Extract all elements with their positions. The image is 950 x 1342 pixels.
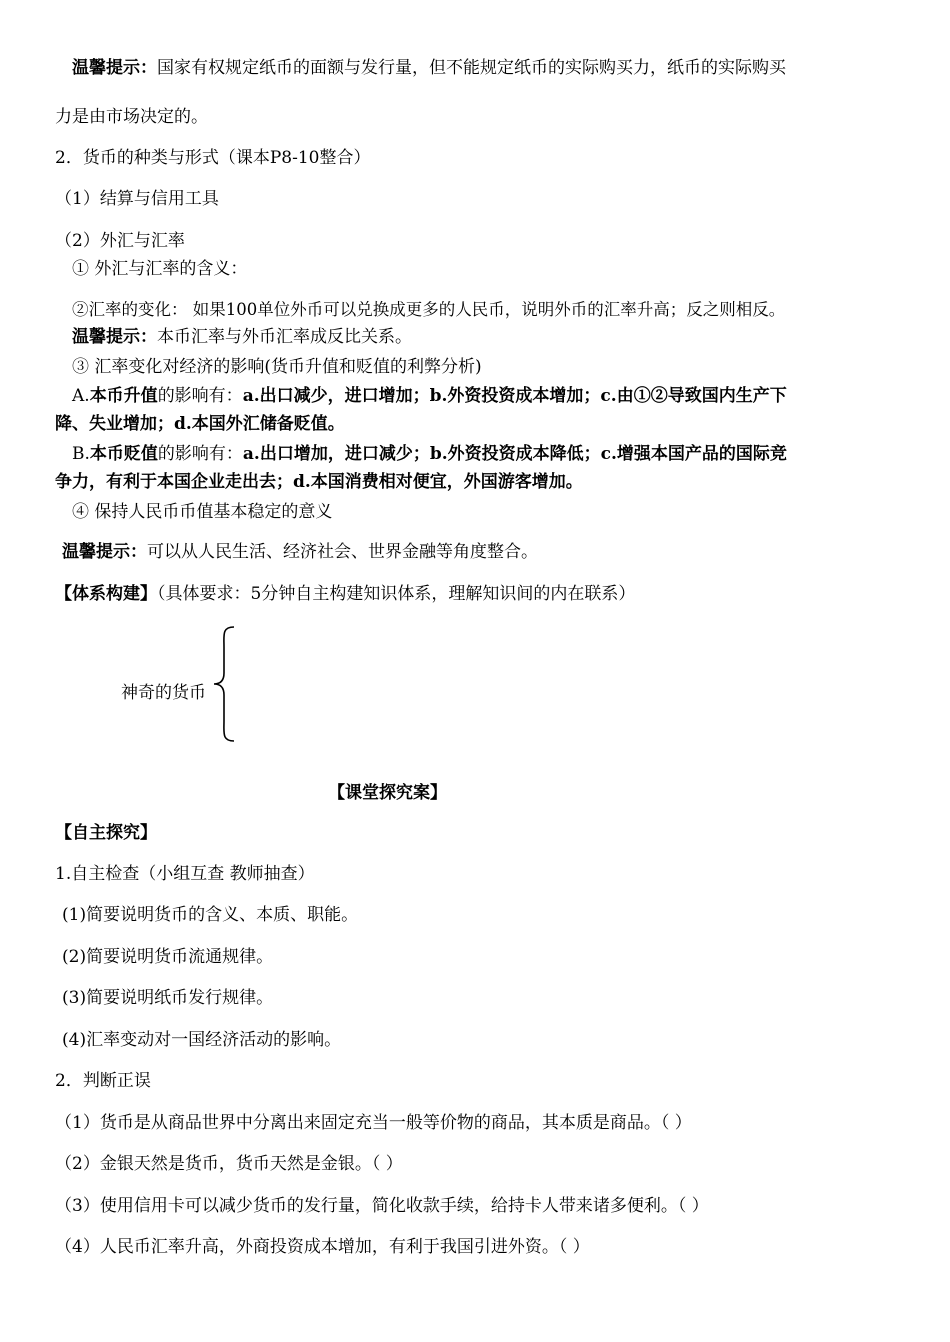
tip-text: 可以从人民生活、经济社会、世界金融等角度整合。 (147, 542, 538, 562)
section-2-title: 2．货币的种类与形式（课本P8-10整合） (55, 148, 371, 168)
point-a (72, 385, 787, 407)
tip-paragraph-2 (72, 326, 412, 348)
tip-paragraph-1-continued: 力是由市场决定的。 (55, 107, 208, 127)
list-item: （1）货币是从商品世界中分离出来固定充当一般等价物的商品，其本质是商品。（ ） (55, 1113, 692, 1133)
left-brace-icon (212, 625, 238, 743)
list-item: (4)汇率变动对一国经济活动的影响。 (62, 1030, 342, 1050)
item-3: ③ 汇率变化对经济的影响(货币升值和贬值的利弊分析) (72, 357, 482, 377)
point-a-mid: 的影响有： (157, 386, 243, 406)
tip-text: 国家有权规定纸币的面额与发行量，但不能规定纸币的实际购买力，纸币的实际购买 (157, 58, 786, 78)
explore-title: 【自主探究】 (55, 823, 157, 843)
point-b-head: 本币贬值 (89, 444, 158, 464)
classroom-title: 【课堂探究案】 (328, 783, 447, 803)
list-item: （4）人民币汇率升高，外商投资成本增加，有利于我国引进外资。（ ） (55, 1237, 590, 1257)
point-a-prefix: A. (72, 386, 90, 406)
system-construction (55, 583, 635, 605)
point-a-continued: 降、失业增加；d.本国外汇储备贬值。 (55, 414, 345, 434)
system-label: 【体系构建】 (55, 584, 157, 604)
tip-paragraph-3 (62, 541, 538, 563)
list-item: (1)简要说明货币的含义、本质、职能。 (62, 905, 359, 925)
list-item: （3）使用信用卡可以减少货币的发行量，简化收款手续，给持卡人带来诸多便利。（ ） (55, 1196, 709, 1216)
item-1: ① 外汇与汇率的含义： (72, 259, 248, 279)
subsection-2: （2）外汇与汇率 (55, 231, 185, 251)
point-b-mid: 的影响有： (157, 444, 243, 464)
item-4: ④ 保持人民币币值基本稳定的意义 (72, 502, 333, 522)
mind-map-root: 神奇的货币 (121, 683, 206, 703)
point-b-body: a.出口增加，进口减少；b.外资投资成本降低；c.增强本国产品的国际竞 (242, 444, 787, 464)
tip-paragraph-1 (72, 57, 786, 79)
list-item: (3)简要说明纸币发行规律。 (62, 988, 274, 1008)
point-b-continued: 争力，有利于本国企业走出去；d.本国消费相对便宜，外国游客增加。 (55, 472, 583, 492)
system-text: （具体要求：5分钟自主构建知识体系，理解知识间的内在联系） (157, 584, 636, 604)
tip-text: 本币汇率与外币汇率成反比关系。 (157, 327, 412, 347)
tip-label: 温馨提示： (72, 58, 157, 78)
point-b-prefix: B. (72, 444, 90, 464)
point-a-head: 本币升值 (89, 386, 158, 406)
self-check-title: 1.自主检查（小组互查 教师抽查） (55, 864, 315, 884)
item-2: ②汇率的变化： 如果100单位外币可以兑换成更多的人民币，说明外币的汇率升高；反之则相反。 (72, 300, 786, 319)
tip-label: 温馨提示： (62, 542, 147, 562)
point-a-body: a.出口减少，进口增加；b.外资投资成本增加；c.由①②导致国内生产下 (242, 386, 787, 406)
subsection-1: （1）结算与信用工具 (55, 189, 219, 209)
list-item: （2）金银天然是货币，货币天然是金银。（ ） (55, 1154, 403, 1174)
tip-label: 温馨提示： (72, 327, 157, 347)
list-item: (2)简要说明货币流通规律。 (62, 947, 274, 967)
point-b (72, 443, 787, 465)
judge-title: 2．判断正误 (55, 1071, 151, 1091)
